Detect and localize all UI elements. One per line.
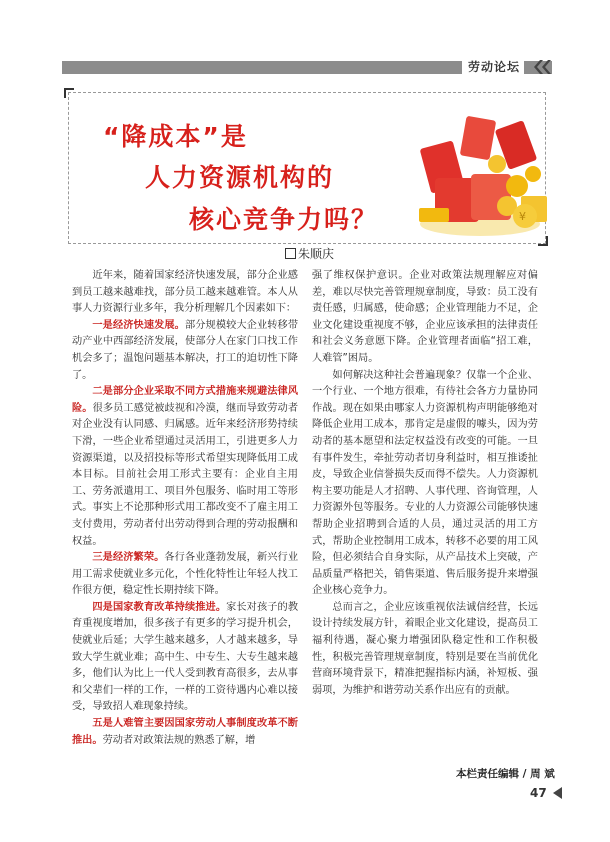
paragraph-heading: 五是人难管主要因国家劳动人事制度改革不断推出。 — [72, 718, 298, 746]
article-title-line-1: “降成本”是 — [103, 122, 248, 151]
article-title-line-2: 人力资源机构的 — [145, 163, 335, 192]
paragraph-text: 强了维权保护意识。企业对政策法规理解应对偏差，难以尽快完善管理规章制度，导致：员工没有责任感，归属感，使命感；企业管理能力不足，企业文化建设重视度不够，企业应该承担的法律责任和社会义务意愿下降。企业管理者面临“招工难，人难管”困局。 — [312, 270, 538, 364]
paragraph — [72, 318, 298, 384]
left-column — [72, 268, 298, 749]
paragraph-text: 很多员工感觉被歧视和冷漠，继而导致劳动者对企业没有认同感、归属感。近年来经济形势持续下滑，一些企业希望通过灵活用工，引进更多人力资源渠道，以及招投标等形式希望实现降低用工成本目标。目前社会用工形式主要有：企业自主用工、劳务派遣用工、项目外包服务、临时用工等形式。事实上不论那种形式用工都改变不了雇主用工支付费用，劳动者付出劳动得到合理的劳动报酬和权益。 — [72, 402, 299, 547]
paragraph — [72, 384, 298, 550]
red-envelope-coins-illustration — [405, 104, 555, 244]
author-byline — [285, 245, 334, 262]
chevron-left-double-icon — [528, 58, 552, 76]
paragraph-text: 部分规模较大企业转移带动产业中西部经济发展，使部分人在家门口找工作机会多了；温饱问题基本解决，打工的迫切性下降了。 — [72, 319, 299, 381]
author-box-icon — [285, 248, 296, 259]
paragraph-text: 近年来，随着国家经济快速发展，部分企业感到员工越来越难找，部分员工越来越难管。本人从事人力资源行业多年，我分析理解几个因素如下： — [72, 270, 298, 315]
paragraph-text: 如何解决这种社会普遍现象？仅靠一个企业、一个行业、一个地方很难，有待社会各方力量协同作战。现在如果由哪家人力资源机构声明能够绝对降低企业用工成本，那肯定是虚假的噱头，因为劳动者的基本愿望和法定权益没有改变的可能。一旦有事件发生，牵扯劳动者切身利益时，相互推诿扯皮，导致企业信誉损失反而得不偿失。人力资源机构主要功能是人才招聘、人事代理、咨询管理，人力资源外包等服务。专业的人力资源公司能够快速帮助企业招聘到合适的人员，通过灵活的用工方式，帮助企业控制用工成本，转移不必要的用工风险，但必须结合自身实际，从产品技术上突破，产品质量严格把关，销售渠道、售后服务提升来增强企业核心竞争力。 — [312, 369, 538, 597]
page-arrow-icon — [553, 787, 563, 799]
paragraph — [72, 600, 298, 716]
paragraph — [72, 716, 298, 749]
paragraph-text: 总而言之，企业应该重视依法诚信经营，长远设计持续发展方针，着眼企业文化建设，提高员工福利待遇，凝心聚力增强团队稳定性和工作积极性，积极完善管理规章制度，特别是要在当前优化营商环境背景下，精准把握指标内涵，补短板、强弱项，为维护和谐劳动关系作出应有的贡献。 — [312, 601, 538, 696]
paragraph-heading: 四是国家教育改革持续推进。 — [92, 601, 227, 613]
paragraph-text: 家长对孩子的教育重视度增加，很多孩子有更多的学习提升机会，使就业后延；大学生越来越多，人才越来越多，导致大学生就业难；高中生、中专生、大专生越来越多，他们认为比上一代人受到教育高很多，去从事和父辈们一样的工作，一样的工资待遇内心难以接受，导致招人难现象持续。 — [72, 601, 299, 713]
paragraph-text: 各行各业蓬勃发展，新兴行业用工需求使就业多元化，个性化特性让年轻人找工作很方便，稳定性长期持续下降。 — [72, 552, 299, 597]
title-frame-corner — [64, 88, 74, 98]
paragraph-text: 劳动者对政策法规的熟悉了解，增 — [102, 734, 256, 746]
paragraph — [312, 600, 538, 700]
paragraph — [312, 368, 538, 600]
paragraph — [72, 268, 298, 318]
page-number: 47 — [530, 786, 547, 800]
paragraph-heading: 一是经济快速发展。 — [92, 319, 185, 331]
paragraph — [312, 268, 538, 368]
section-tag: 劳动论坛 — [462, 60, 524, 75]
paragraph — [72, 550, 298, 600]
paragraph-heading: 二是部分企业采取不同方式措施来规避法律风险。 — [72, 386, 298, 414]
svg-text:¥: ¥ — [519, 210, 526, 223]
right-column — [312, 268, 538, 699]
article-title-line-3: 核心竞争力吗？ — [189, 205, 379, 234]
paragraph-heading: 三是经济繁荣。 — [92, 552, 165, 564]
column-editor-credit: 本栏责任编辑 / 周 斌 — [456, 768, 555, 780]
author-name: 朱顺庆 — [298, 247, 335, 261]
